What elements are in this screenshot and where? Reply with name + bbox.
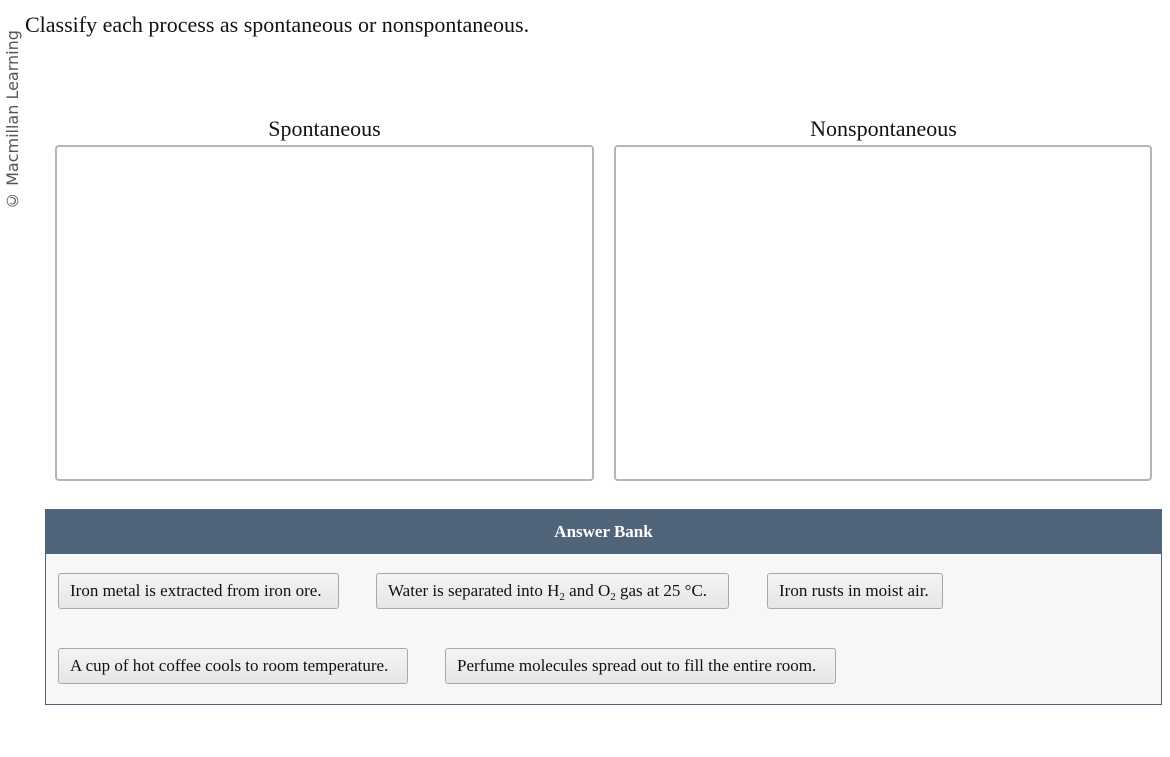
answer-tile-coffee-cools[interactable] [58, 648, 408, 684]
answer-tile-iron-extracted[interactable] [58, 573, 339, 609]
answer-bank [45, 509, 1162, 705]
answer-tile-label: Water is separated into $H_2$ and $O_2$ gas at 25 °C. [388, 581, 708, 603]
answer-tile-water-separated[interactable] [376, 573, 729, 609]
answer-tile-label: A cup of hot coffee cools to room temperature. [70, 656, 389, 675]
copyright-watermark: © Macmillan Learning [3, 30, 22, 210]
answer-bank-header: Answer Bank [46, 510, 1161, 554]
spontaneous-drop-zone[interactable] [55, 145, 594, 481]
question-prompt: Classify each process as spontaneous or nonspontaneous. [25, 12, 530, 37]
answer-tile-perfume-spreads[interactable] [445, 648, 836, 684]
answer-tile-iron-rusts[interactable] [767, 573, 943, 609]
nonspontaneous-drop-zone[interactable] [614, 145, 1152, 481]
answer-tile-label: Iron metal is extracted from iron ore. [70, 581, 322, 600]
answer-tile-label: Iron rusts in moist air. [779, 581, 929, 600]
answer-tile-label: Perfume molecules spread out to fill the entire room. [457, 656, 817, 675]
nonspontaneous-bin-label: Nonspontaneous [810, 116, 957, 141]
spontaneous-bin-label: Spontaneous [268, 116, 381, 141]
